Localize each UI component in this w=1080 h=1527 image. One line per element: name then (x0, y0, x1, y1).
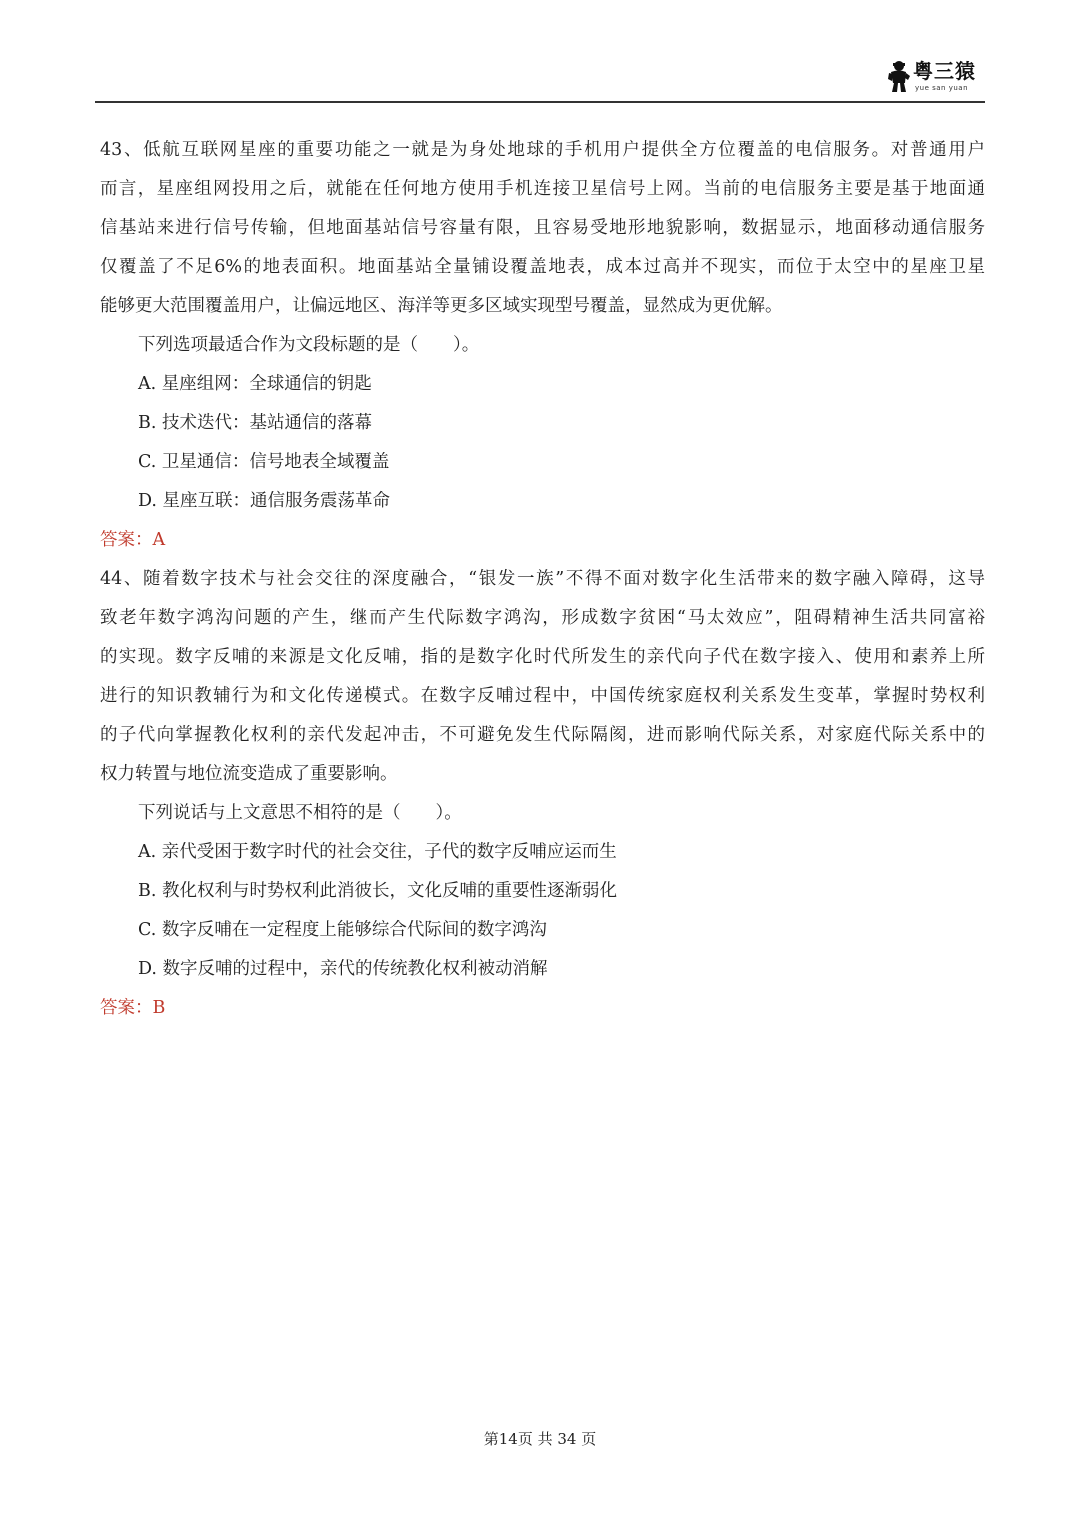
option-c: C. 数字反哺在一定程度上能够综合代际间的数字鸿沟 (138, 920, 547, 940)
passage-line: 信基站来进行信号传输，但地面基站信号容量有限，且容易受地形地貌影响，数据显示，地面移动通信服务 (100, 218, 985, 238)
option-a: A. 亲代受困于数字时代的社会交往，子代的数字反哺应运而生 (138, 842, 617, 862)
page-header (95, 55, 985, 103)
passage-line: 的子代向掌握教化权利的亲代发起冲击，不可避免发生代际隔阂，进而影响代际关系，对家庭代际关系中的 (100, 725, 985, 745)
passage-line: 43、低航互联网星座的重要功能之一就是为身处地球的手机用户提供全方位覆盖的电信服务。对普通用户 (100, 140, 985, 160)
passage-line: 仅覆盖了不足6%的地表面积。地面基站全量铺设覆盖地表，成本过高并不现实，而位于太空中的星座卫星 (100, 257, 985, 277)
logo (885, 59, 975, 95)
page-footer: 第14页 共 34 页 (483, 1430, 597, 1448)
question-prompt: 下列说话与上文意思不相符的是（ ）。 (138, 803, 462, 823)
option-b: B. 教化权利与时势权利此消彼长，文化反哺的重要性逐渐弱化 (138, 881, 617, 901)
passage-line: 而言，星座组网投用之后，就能在任何地方使用手机连接卫星信号上网。当前的电信服务主要是基于地面通 (100, 179, 985, 199)
passage-line: 致老年数字鸿沟问题的产生，继而产生代际数字鸿沟，形成数字贫困“马太效应”，阻碍精神生活共同富裕 (100, 608, 985, 628)
page-content (100, 131, 985, 1028)
option-d: D. 数字反哺的过程中，亲代的传统教化权利被动消解 (138, 959, 548, 979)
passage-line: 进行的知识教辅行为和文化传递模式。在数字反哺过程中，中国传统家庭权利关系发生变革，掌握时势权利 (100, 686, 985, 706)
question-prompt: 下列选项最适合作为文段标题的是（ ）。 (138, 335, 480, 355)
answer: 答案：B (100, 998, 166, 1018)
option-b: B. 技术迭代：基站通信的落幕 (138, 413, 372, 433)
logo-text: 粤三猿 (913, 59, 976, 83)
passage-line: 权力转置与地位流变造成了重要影响。 (100, 764, 398, 784)
option-a: A. 星座组网：全球通信的钥匙 (138, 374, 372, 394)
passage-line: 44、随着数字技术与社会交往的深度融合，“银发一族”不得不面对数字化生活带来的数字融入障碍，这导 (100, 569, 985, 589)
passage-line: 的实现。数字反哺的来源是文化反哺，指的是数字化时代所发生的亲代向子代在数字接入、使用和素养上所 (100, 647, 985, 667)
monkey-figure-icon (885, 59, 911, 93)
logo-subtext: yue san yuan (915, 84, 969, 92)
option-c: C. 卫星通信：信号地表全域覆盖 (138, 452, 390, 472)
passage-line: 能够更大范围覆盖用户，让偏远地区、海洋等更多区域实现型号覆盖，显然成为更优解。 (100, 296, 783, 316)
answer: 答案：A (100, 530, 166, 550)
option-d: D. 星座互联：通信服务震荡革命 (138, 491, 391, 511)
